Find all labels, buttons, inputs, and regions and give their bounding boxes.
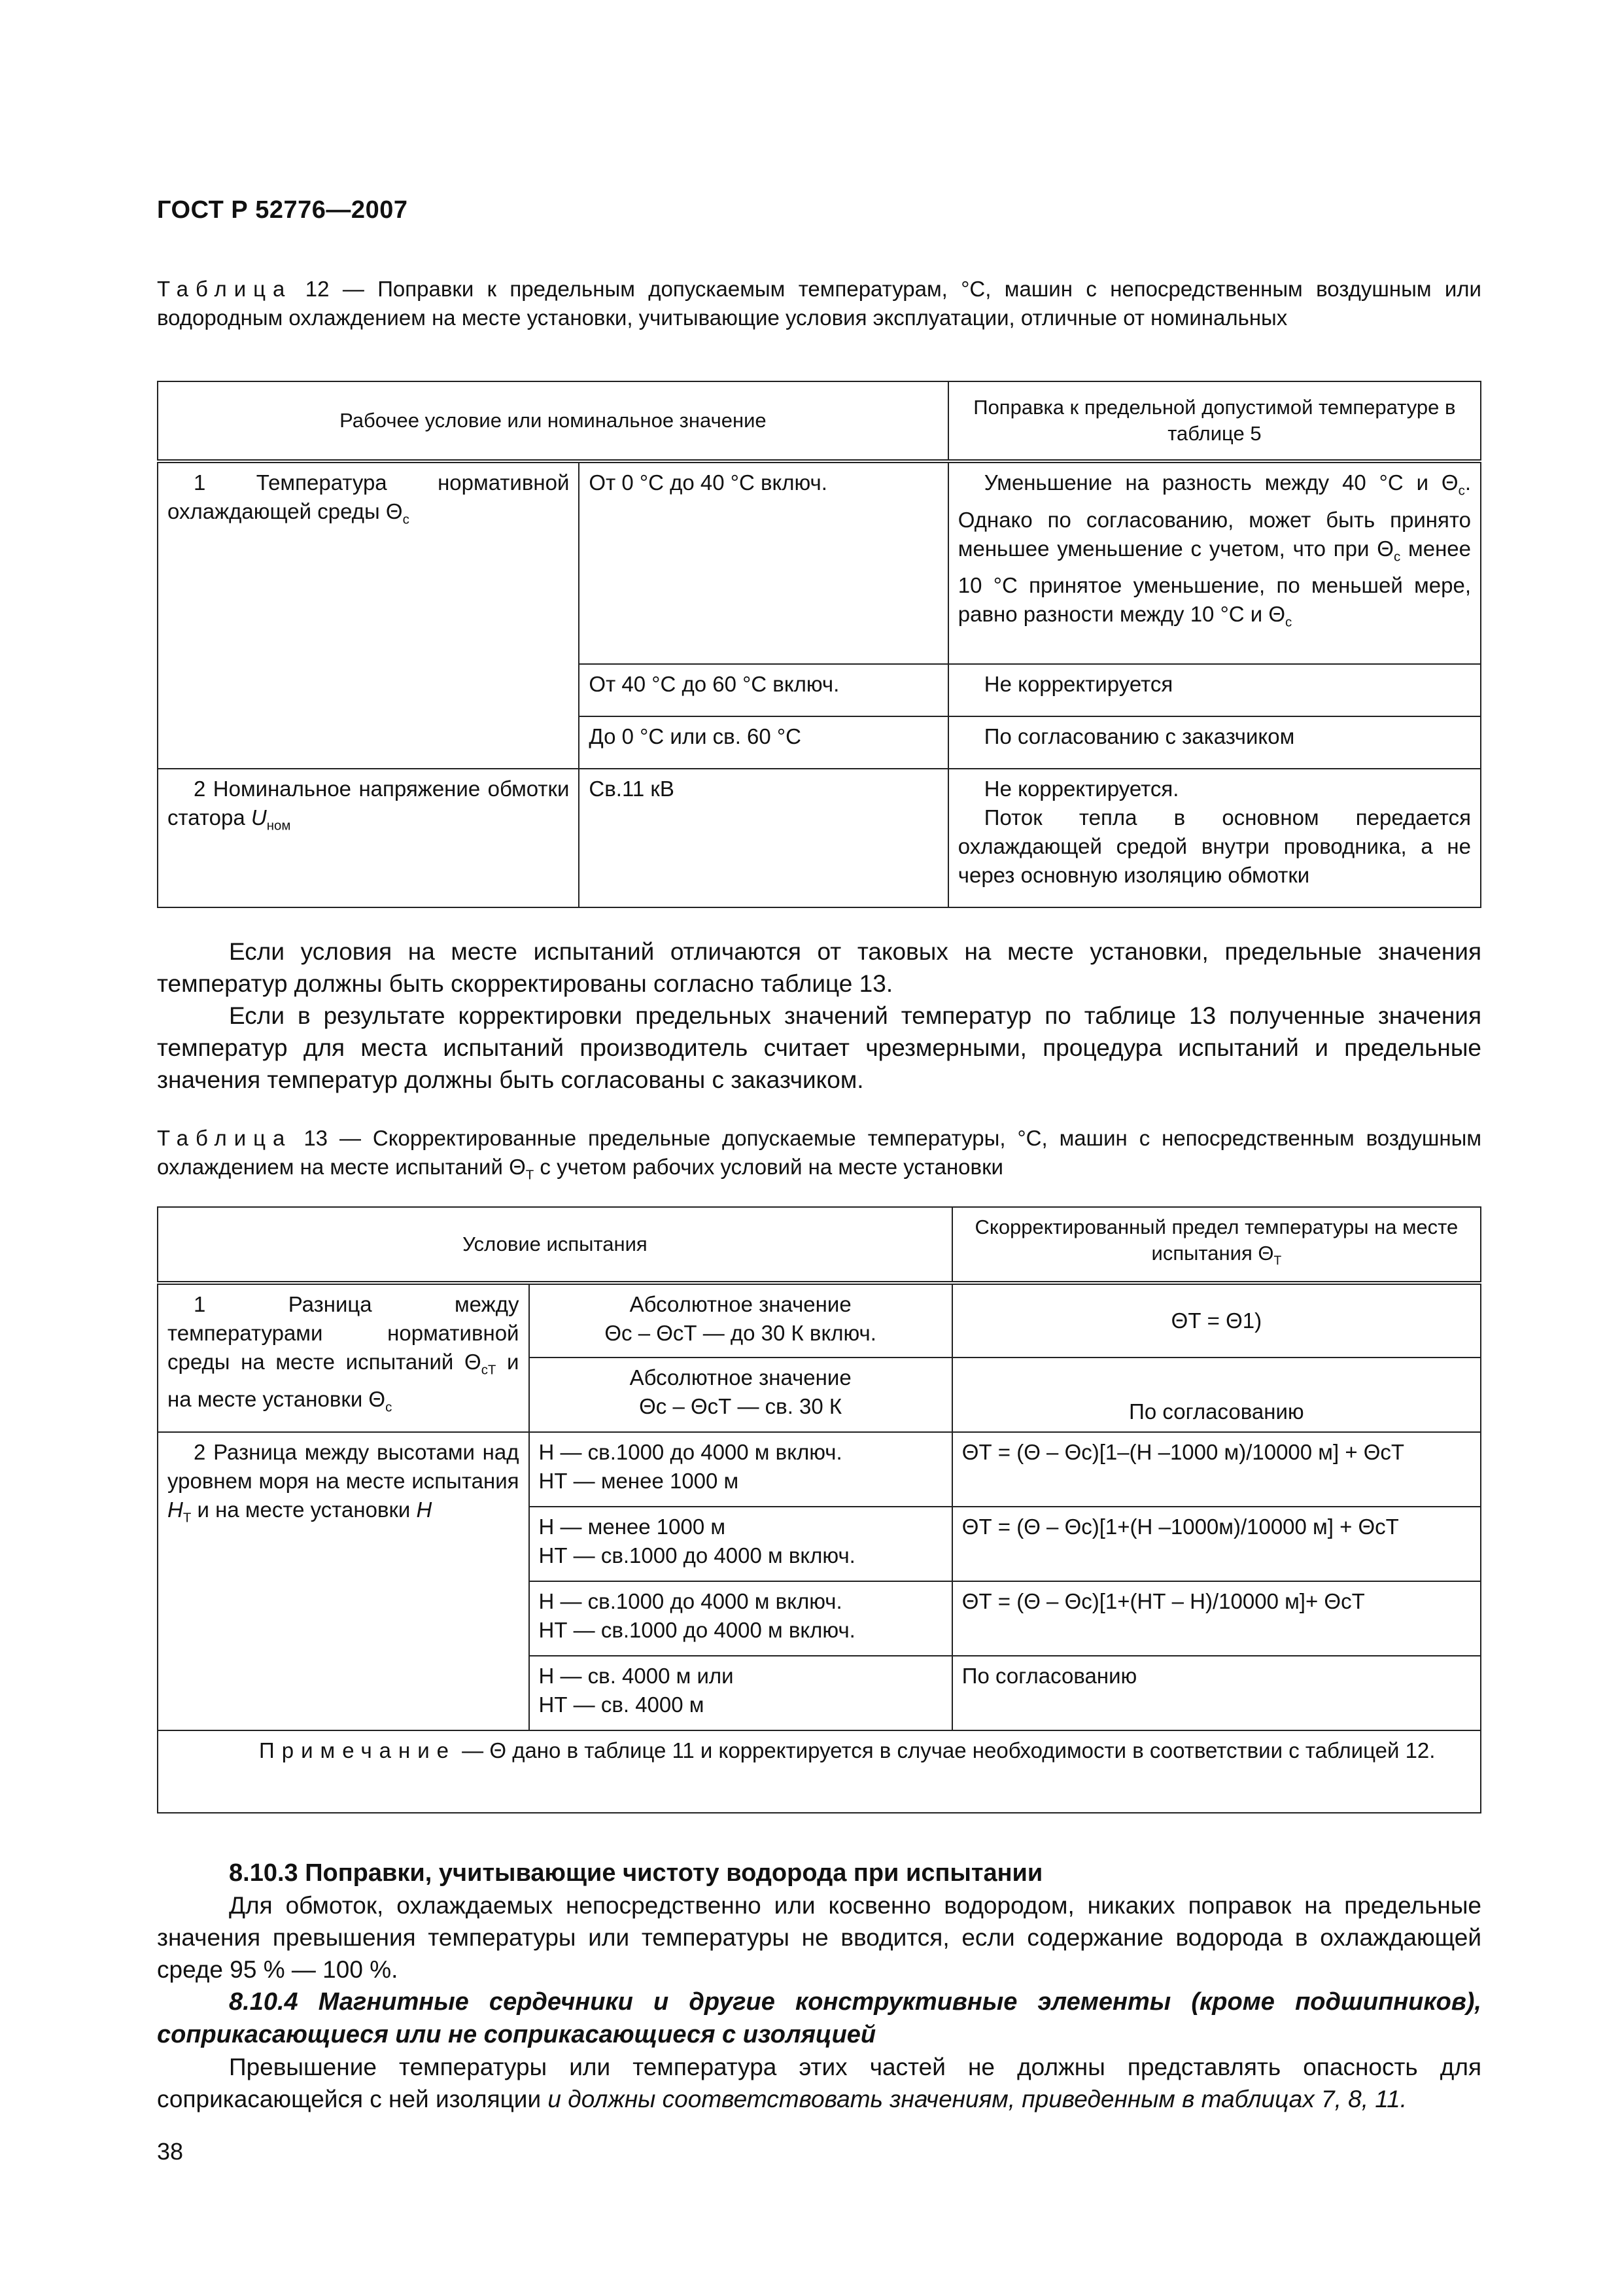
table12-caption-word: Таблица (157, 277, 292, 301)
body-paragraphs (157, 936, 1481, 1096)
paragraph-1: Если условия на месте испытаний отличаются от таковых на месте установки, предельные значения температур должны быть скорректированы согласно таблице 13. (157, 938, 1481, 997)
table13-row1-label: 1 Разница между температурами нормативной среды на месте испытаний $\Theta_{cТ}$ и на месте установки $\Theta_c$ (158, 1283, 529, 1432)
document-header: ГОСТ Р 52776—2007 (157, 196, 408, 224)
table12-row2-correction1: Не корректируется. Поток тепла в основном передается охлаждающей средой внутри проводника, а не через основную изоляцию обмотки (948, 769, 1481, 907)
table-13 (157, 1206, 1481, 1813)
table13-row1-result1: ΘТ = Θ1) (952, 1283, 1481, 1358)
table12-row1-value1: От 0 °С до 40 °С включ. (579, 461, 948, 664)
table12-caption (157, 275, 1481, 332)
table12-row1-correction3: По согласованию с заказчиком (948, 716, 1481, 769)
table12-row2-label: 2 Номинальное напряжение обмотки статора $U_{ном}$ (158, 769, 579, 907)
table13-col1-header: Условие испытания (158, 1207, 952, 1283)
table13-row2-cond3: H — св.1000 до 4000 м включ. HТ — св.1000 до 4000 м включ. (529, 1581, 952, 1656)
table13-row1-cond2: Абсолютное значение Θc – ΘcТ — св. 30 К (529, 1358, 952, 1432)
section-8-10-3-text: Для обмоток, охлаждаемых непосредственно или косвенно водородом, никаких поправок на предельные значения превышения температуры или температуры не вводится, если содержание водорода в охлаждающей среде 95 % — 100 %. (157, 1892, 1481, 1983)
table13-row1-result2: По согласованию (952, 1358, 1481, 1432)
table12-col2-header: Поправка к предельной допустимой температуре в таблице 5 (948, 381, 1481, 461)
table12-caption-text: 12 — Поправки к предельным допускаемым температурам, °С, машин с непосредственным воздушным или водородным охлаждением на месте установки, учитывающие условия эксплуатации, отличные от номинальных (157, 277, 1481, 330)
table12-row2-value1: Св.11 кВ (579, 769, 948, 907)
section-8-10-3-title: 8.10.3 Поправки, учитывающие чистоту водорода при испытании (229, 1859, 1043, 1887)
table13-row2-label: 2 Разница между высотами над уровнем моря на месте испытания $H_Т$ и на месте установки H (158, 1432, 529, 1730)
section-8-10-4-title: 8.10.4 Магнитные сердечники и другие конструктивные элементы (кроме подшипников), соприкасающиеся или не соприкасающиеся с изоляцией (157, 1988, 1481, 2048)
paragraph-2: Если в результате корректировки предельных значений температур по таблице 13 полученные значения температур для места испытаний производитель считает чрезмерными, процедура испытаний и предельные значения температур должны быть согласованы с заказчиком. (157, 1002, 1481, 1093)
table12-col1-header: Рабочее условие или номинальное значение (158, 381, 948, 461)
table13-row2-result4: По согласованию (952, 1656, 1481, 1730)
page-number: 38 (157, 2138, 184, 2165)
table13-row2-result3: ΘТ = (Θ – Θc)[1+(HТ – H)/10000 м]+ ΘcТ (952, 1581, 1481, 1656)
table13-caption: Таблица 13 — Скорректированные предельные допускаемые температуры, °С, машин с непосредственным воздушным охлаждением на месте испытаний $\Theta_Т$ с учетом рабочих условий на месте установки (157, 1126, 1481, 1183)
table12-row1-value2: От 40 °С до 60 °С включ. (579, 664, 948, 716)
table13-row2-result1: ΘТ = (Θ – Θc)[1–(H –1000 м)/10000 м] + ΘcТ (952, 1432, 1481, 1507)
table13-col2-header: Скорректированный предел температуры на месте испытания $\Theta_Т$ (952, 1207, 1481, 1283)
table12-row1-value3: До 0 °С или св. 60 °С (579, 716, 948, 769)
table12-row1-correction1: Уменьшение на разность между 40 °С и $\Theta_c$. Однако по согласованию, может быть принято меньшее уменьшение с учетом, что при $\Theta_c$ менее 10 °С принятое уменьшение, по меньшей мере, равно разности между 10 °С и $\Theta_c$ (948, 461, 1481, 664)
table12-row1-correction2: Не корректируется (948, 664, 1481, 716)
sections (157, 1857, 1481, 2115)
table13-row2-result2: ΘТ = (Θ – Θc)[1+(H –1000м)/10000 м] + ΘcТ (952, 1507, 1481, 1581)
table-12 (157, 381, 1481, 908)
table13-note: Примечание — Θ дано в таблице 11 и корректируется в случае необходимости в соответствии с таблицей 12. (158, 1730, 1481, 1813)
table13-row2-cond4: H — св. 4000 м или HТ — св. 4000 м (529, 1656, 952, 1730)
table13-row1-cond1: Абсолютное значение Θc – ΘcТ — до 30 К включ. (529, 1283, 952, 1358)
table13-row2-cond1: H — св.1000 до 4000 м включ. HТ — менее 1000 м (529, 1432, 952, 1507)
section-8-10-4-text: Превышение температуры или температура этих частей не должны представлять опасность для соприкасающейся с ней изоляции и должны соответствовать значениям, приведенным в таблицах 7, 8, 11. (157, 2054, 1481, 2112)
table12-row1-label: 1 Температура нормативной охлаждающей среды $\Theta_c$ (158, 461, 579, 769)
table13-row2-cond2: H — менее 1000 м HТ — св.1000 до 4000 м включ. (529, 1507, 952, 1581)
